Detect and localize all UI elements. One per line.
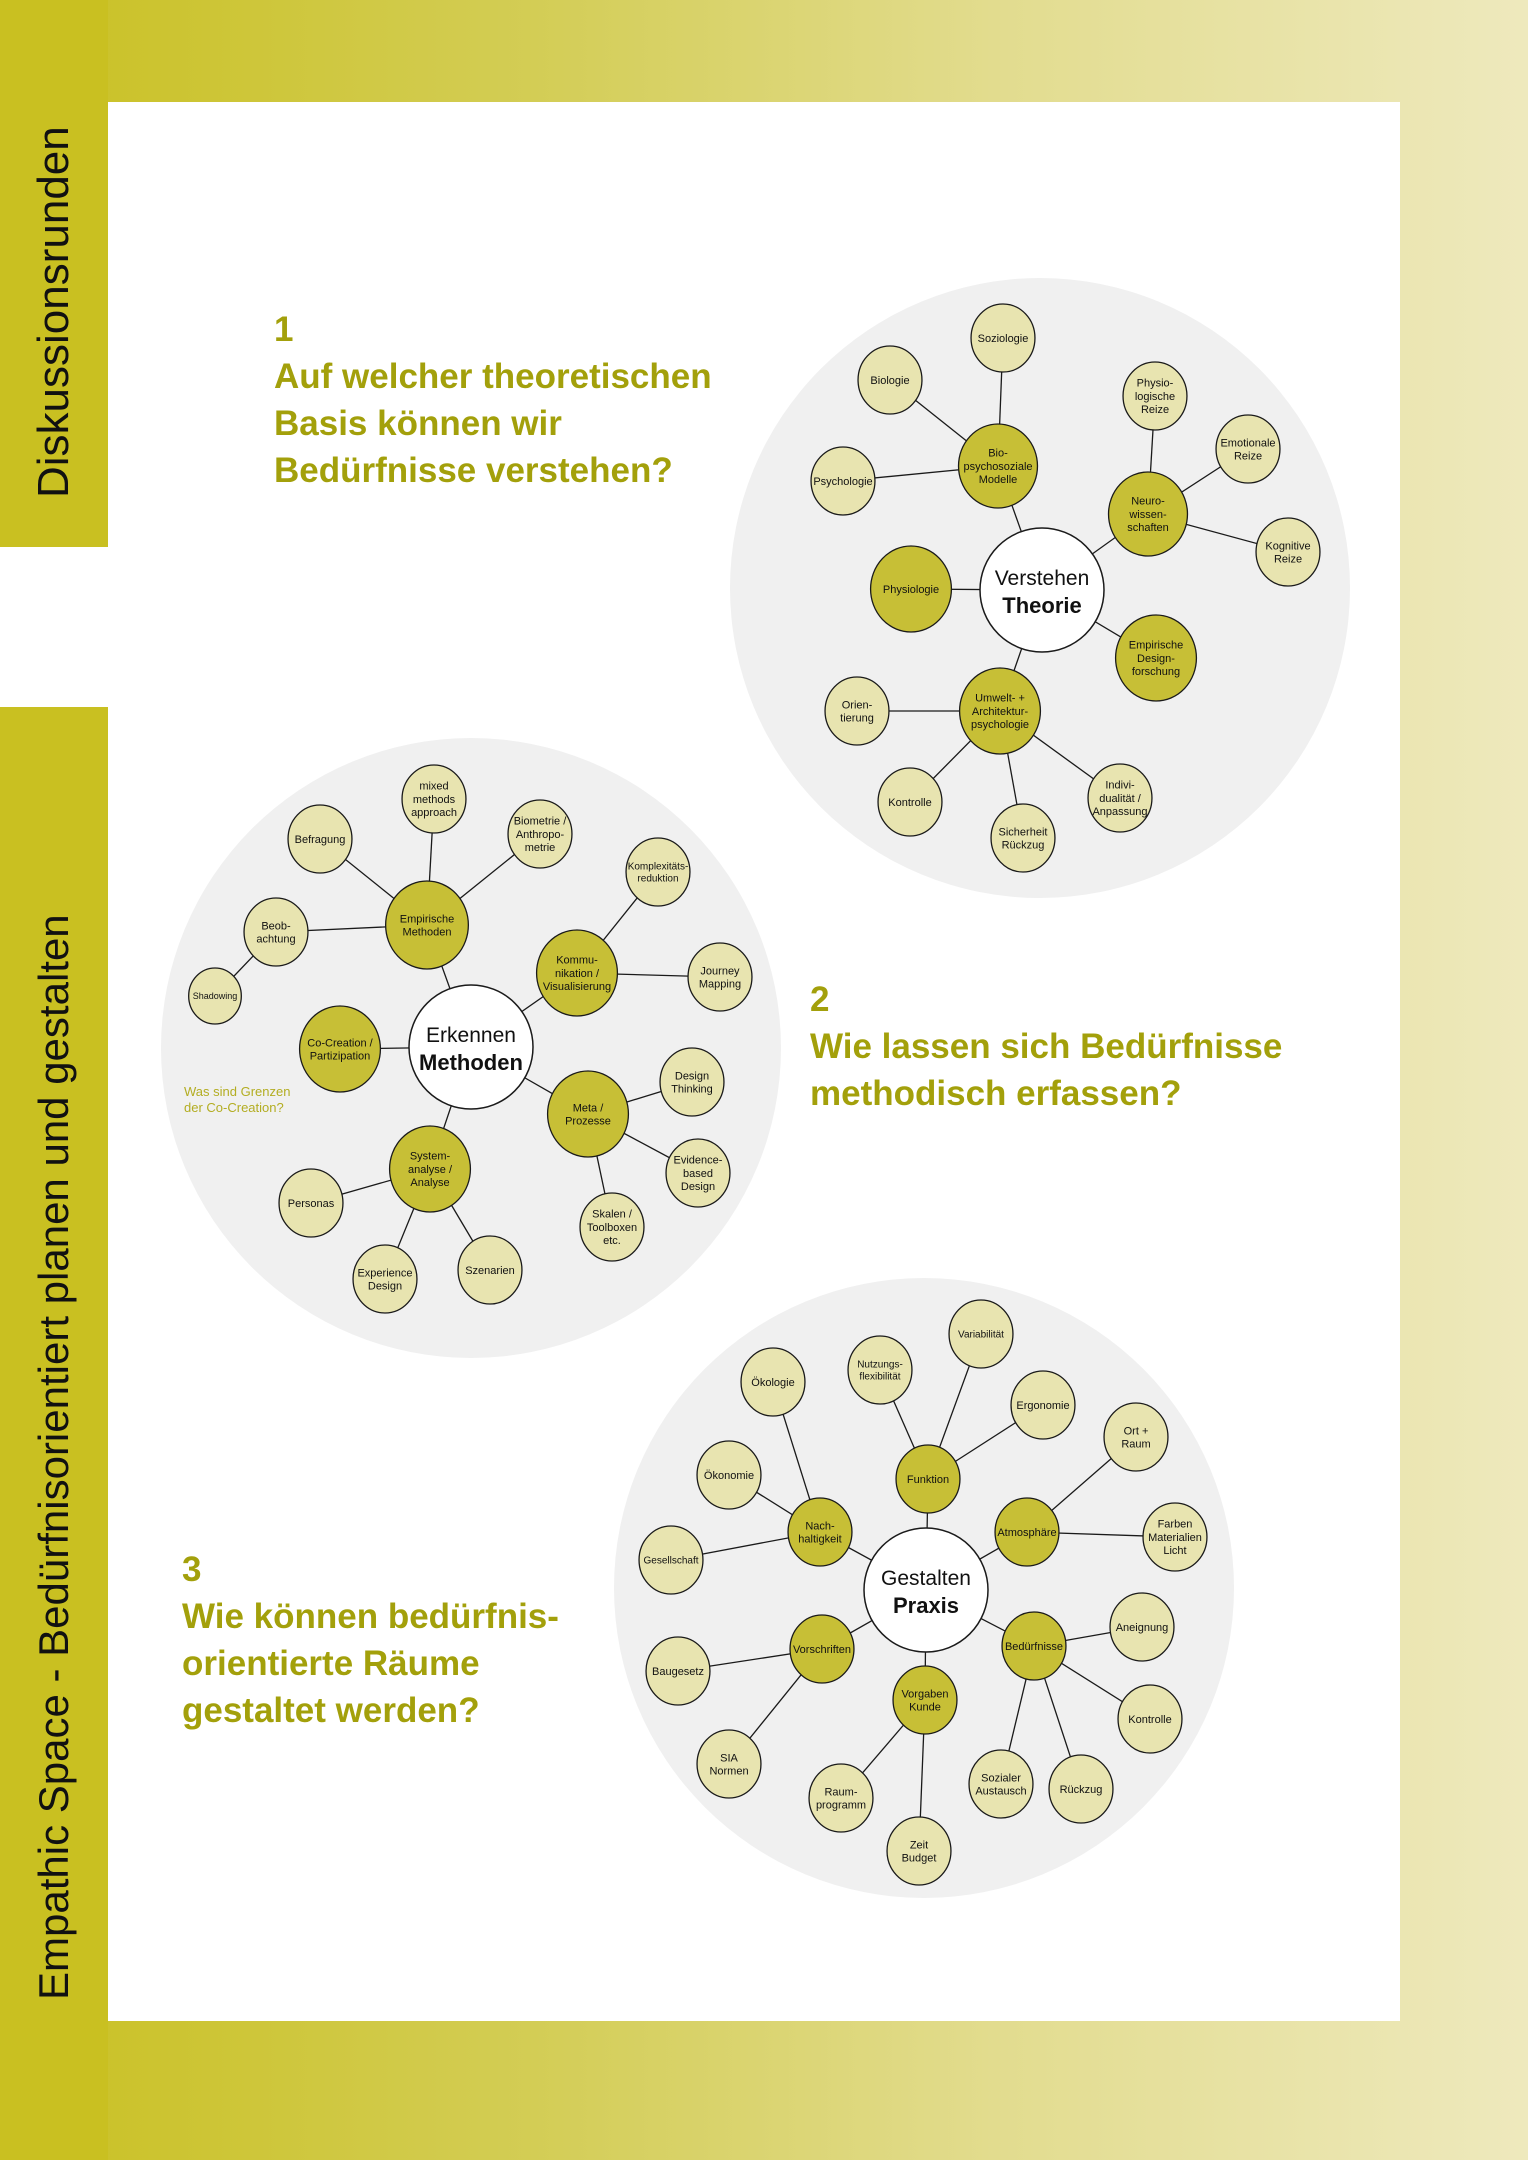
question-line: Wie können bedürfnis- <box>182 1597 559 1636</box>
node-label-line: Thinking <box>671 1083 713 1096</box>
mindmap-methoden <box>161 738 781 1358</box>
node-label-line: Ökologie <box>751 1376 795 1389</box>
node-label-line: Soziologie <box>977 332 1029 345</box>
sidebar-top-label: Diskussionsrunden <box>29 126 78 498</box>
node-label-line: reduktion <box>637 873 679 885</box>
question-line: Basis können wir <box>274 404 562 443</box>
node-label-line: Ort + <box>1123 1425 1149 1438</box>
node-label-line: Skalen / <box>592 1208 632 1221</box>
sub-topic-label <box>295 834 346 846</box>
sub-topic-label <box>643 1556 698 1567</box>
node-label-line: nikation / <box>554 967 600 980</box>
sub-topic-label <box>813 476 872 488</box>
main-topic-label <box>1005 1641 1063 1653</box>
note-line: der Co-Creation? <box>184 1100 284 1115</box>
sub-topic-label <box>704 1470 754 1482</box>
node-label-line: Reize <box>1233 450 1263 463</box>
node-label-line: Licht <box>1163 1545 1187 1558</box>
node-label-line: Partizipation <box>309 1050 371 1063</box>
main-topic-label <box>1127 496 1169 534</box>
node-label-line: Raum <box>1121 1438 1151 1451</box>
sub-topic-label <box>857 1360 903 1383</box>
question-line: orientierte Räume <box>182 1644 480 1683</box>
node-label-line: analyse / <box>407 1163 453 1176</box>
node-label-line: Physiologie <box>882 583 940 596</box>
node-label-line: Reize <box>1273 553 1303 566</box>
node-label-line: Personas <box>287 1197 335 1210</box>
node-label-line: Co-Creation / <box>307 1037 373 1050</box>
main-topic-label <box>793 1644 851 1656</box>
node-label-line: SIA <box>720 1752 738 1765</box>
node-label-line: Toolboxen <box>586 1221 638 1234</box>
node-label-line: Mapping <box>698 978 742 991</box>
sub-topic-label <box>193 991 238 1001</box>
node-label-line: Befragung <box>294 833 346 846</box>
node-label-line: Aneignung <box>1115 1621 1169 1634</box>
question-1 <box>274 306 712 494</box>
node-label-line: Rückzug <box>1059 1783 1103 1796</box>
node-label-line: Prozesse <box>565 1115 611 1128</box>
node-label-line: dualität / <box>1099 792 1141 805</box>
node-label-line: Empirische <box>1128 639 1184 652</box>
node-label-line: Orien- <box>841 699 873 712</box>
center-node <box>409 985 533 1109</box>
node-label-line: haltigkeit <box>798 1533 842 1546</box>
main-topic-label <box>997 1527 1056 1539</box>
node-label-line: Indivi- <box>1105 779 1135 792</box>
node-label-line: Baugesetz <box>652 1665 704 1678</box>
node-label-line: Variabilität <box>958 1329 1004 1341</box>
center-label-bold: Methoden <box>419 1050 523 1075</box>
node-label-line: Neuro- <box>1131 495 1165 508</box>
question-line: Wie lassen sich Bedürfnisse <box>810 1027 1283 1066</box>
node-label-line: Design <box>680 1181 716 1194</box>
question-number: 2 <box>810 980 830 1019</box>
question-line: Auf welcher theoretischen <box>274 357 712 396</box>
sub-topic-label <box>1121 1425 1150 1450</box>
content-page <box>108 102 1400 2021</box>
node-label-line: Umwelt- + <box>975 692 1025 705</box>
node-label-line: Komplexitäts- <box>627 861 689 873</box>
node-label-line: Empirische <box>399 913 455 926</box>
node-label-line: Design <box>367 1280 403 1293</box>
center-label-light: Erkennen <box>426 1024 516 1047</box>
note-line: Was sind Grenzen <box>184 1084 291 1099</box>
node-label-line: Visualisierung <box>542 981 612 994</box>
node-label-line: Funktion <box>906 1473 950 1486</box>
node-label-line: methods <box>412 793 456 806</box>
sub-topic-label <box>978 333 1029 345</box>
node-label-line: Farben <box>1157 1518 1193 1531</box>
node-label-line: Sicherheit <box>998 826 1048 839</box>
node-label-line: Analyse <box>410 1177 450 1190</box>
main-topic-label <box>883 584 939 596</box>
node-label-line: forschung <box>1131 666 1181 679</box>
node-label-line: Modelle <box>978 474 1018 487</box>
node-label-line: Nach- <box>805 1520 835 1533</box>
node-label-line: achtung <box>256 933 296 946</box>
question-3 <box>182 1546 559 1734</box>
sub-topic-label <box>1116 1622 1169 1634</box>
sub-topic-label <box>1016 1400 1069 1412</box>
node-label-line: Nutzungs- <box>857 1359 903 1371</box>
main-topic-label <box>408 1151 453 1189</box>
node-label-line: Meta / <box>572 1102 604 1115</box>
node-label-line: tierung <box>840 712 874 725</box>
sub-topic-label <box>751 1377 794 1389</box>
node-label-line: Journey <box>700 965 740 978</box>
question-line: Bedürfnisse verstehen? <box>274 451 673 490</box>
node-label-line: System- <box>409 1150 451 1163</box>
node-label-line: Budget <box>901 1852 937 1865</box>
sub-topic-label <box>975 1772 1026 1797</box>
node-label-line: Reize <box>1140 404 1170 417</box>
node-label-line: flexibilität <box>859 1371 901 1383</box>
node-label-line: Ergonomie <box>1016 1399 1070 1412</box>
center-label-light: Gestalten <box>881 1567 971 1590</box>
sub-topic-label <box>888 797 931 809</box>
question-2 <box>810 976 1282 1117</box>
center-node <box>864 1528 988 1652</box>
co-creation-note <box>184 1084 290 1116</box>
node-label-line: Anpassung <box>1092 806 1148 819</box>
node-label-line: programm <box>815 1799 867 1812</box>
node-label-line: Vorschriften <box>792 1643 852 1656</box>
main-topic-label <box>971 693 1029 731</box>
question-line: gestaltet werden? <box>182 1691 480 1730</box>
node-label-line: Vorgaben <box>901 1688 949 1701</box>
node-label-line: Normen <box>709 1765 749 1778</box>
node-label-line: Architektur- <box>971 705 1029 718</box>
sidebar-gap <box>0 547 108 707</box>
main-topic-label <box>907 1474 949 1486</box>
sub-topic-label <box>652 1666 704 1678</box>
sub-topic-label <box>999 826 1048 851</box>
node-label-line: Sozialer <box>981 1772 1021 1785</box>
sub-topic-label <box>256 920 295 945</box>
sub-topic-label <box>671 1070 713 1095</box>
node-label-line: wissen- <box>1129 508 1167 521</box>
node-label-line: Gesellschaft <box>643 1555 699 1567</box>
center-node <box>980 528 1104 652</box>
question-number: 3 <box>182 1550 202 1589</box>
node-label-line: Szenarien <box>465 1264 515 1277</box>
node-label-line: Shadowing <box>192 991 238 1002</box>
sub-topic-label <box>465 1265 515 1277</box>
sub-topic-label <box>870 375 909 387</box>
node-label-line: logische <box>1134 390 1176 403</box>
node-label-line: Experience <box>357 1267 413 1280</box>
node-label-line: Biologie <box>870 374 910 387</box>
question-line: methodisch erfassen? <box>810 1074 1182 1113</box>
node-label-line: Bio- <box>988 447 1008 460</box>
sub-topic-label <box>699 965 741 990</box>
mindmap-theorie <box>730 278 1350 898</box>
node-label-line: mixed <box>419 780 449 793</box>
node-label-line: Rückzug <box>1001 839 1045 852</box>
node-label-line: Design <box>674 1070 710 1083</box>
center-label-bold: Theorie <box>1002 593 1082 618</box>
center-label-bold: Praxis <box>892 1593 960 1618</box>
node-label-line: Kontrolle <box>888 796 932 809</box>
node-label-line: Psychologie <box>813 475 873 488</box>
node-label-line: Design- <box>1137 652 1175 665</box>
sub-topic-label <box>840 699 874 724</box>
node-label-line: Anthropo- <box>515 828 565 841</box>
question-number: 1 <box>274 310 294 349</box>
node-label-line: based <box>683 1167 713 1180</box>
sub-topic-label <box>1128 1714 1171 1726</box>
node-label-line: Kunde <box>909 1701 941 1714</box>
node-label-line: etc. <box>603 1235 621 1248</box>
node-label-line: Zeit <box>909 1839 929 1852</box>
node-label-line: approach <box>411 807 457 820</box>
main-topic-label <box>307 1037 373 1062</box>
node-label-line: Ökonomie <box>703 1469 755 1482</box>
mindmap-praxis <box>614 1278 1234 1898</box>
sidebar-bottom-label: Empathic Space - Bedürfnisorientiert planen und gestalten <box>30 914 77 2000</box>
center-label-light: Verstehen <box>994 567 1090 590</box>
node-label-line: Beob- <box>261 920 291 933</box>
node-label-line: Materialien <box>1148 1531 1202 1544</box>
sub-topic-label <box>1060 1784 1103 1796</box>
node-label-line: Kontrolle <box>1128 1713 1172 1726</box>
node-label-line: Emotionale <box>1220 437 1276 450</box>
node-label-line: Kommu- <box>556 954 598 967</box>
sub-topic-label <box>288 1198 335 1210</box>
node-label-line: Raum- <box>824 1786 858 1799</box>
node-label-line: Methoden <box>402 926 452 939</box>
node-label-line: Biometrie / <box>513 815 567 828</box>
node-label-line: schaften <box>1127 522 1169 535</box>
node-label-line: Bedürfnisse <box>1004 1640 1064 1653</box>
node-label-line: psychosoziale <box>963 460 1033 473</box>
sub-topic-label <box>958 1330 1004 1341</box>
node-label-line: Evidence- <box>673 1154 723 1167</box>
node-label-line: Austausch <box>975 1785 1027 1798</box>
main-topic-label <box>400 913 454 938</box>
node-label-line: Kognitive <box>1265 540 1311 553</box>
node-label-line: Atmosphäre <box>997 1526 1057 1539</box>
node-label-line: metrie <box>524 842 556 855</box>
node-label-line: Physio- <box>1136 377 1174 390</box>
node-label-line: psychologie <box>970 719 1030 732</box>
